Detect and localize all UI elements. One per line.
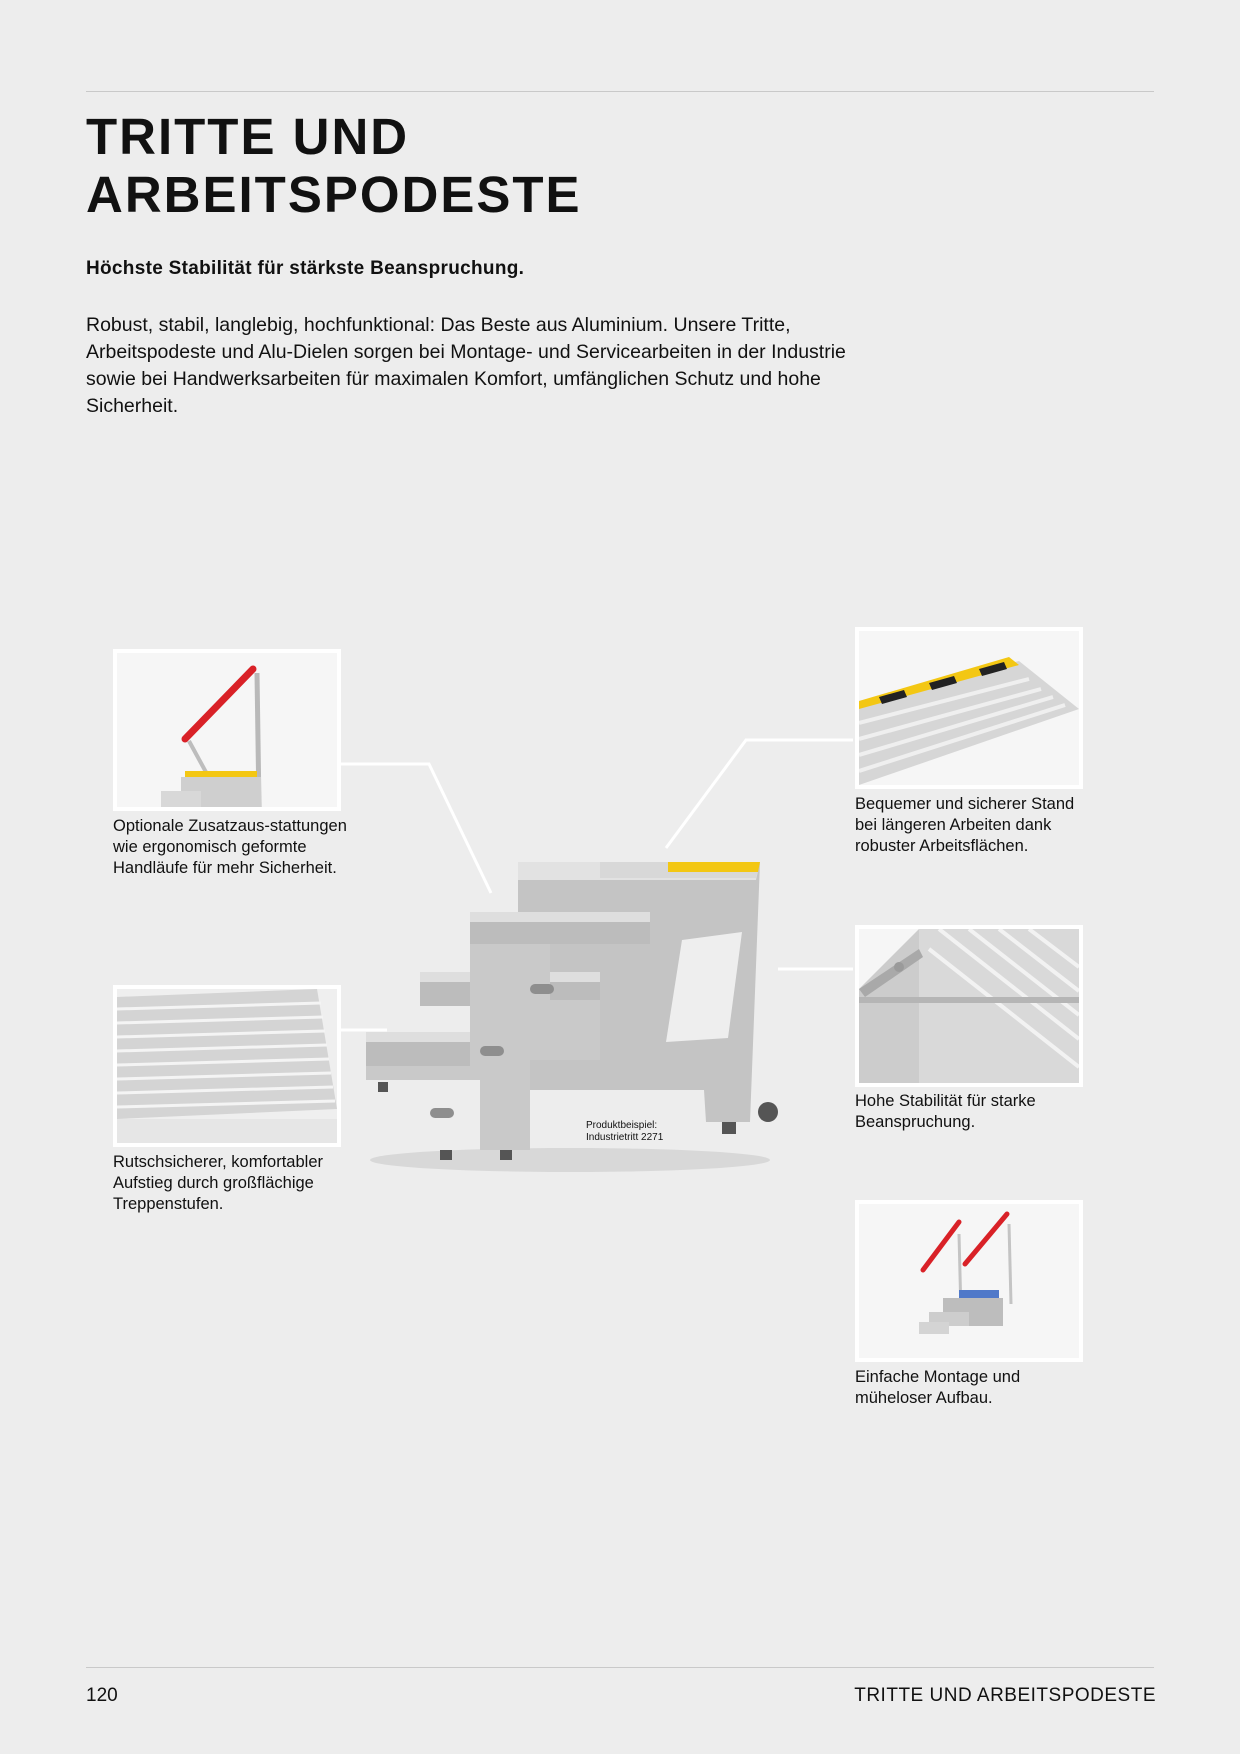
feature-image-assembly: [855, 1200, 1083, 1362]
feature-image-platform: [855, 627, 1083, 789]
product-illustration: [350, 850, 800, 1180]
feature-image-stability: [855, 925, 1083, 1087]
feature-image-steps: [113, 985, 341, 1147]
feature-caption-handrail: Optionale Zusatzaus-stattungen wie ergonomisch geformte Handläufe für mehr Sicherheit.: [113, 817, 347, 877]
page-number: 120: [86, 1685, 118, 1706]
leader-platform: [666, 740, 853, 848]
product-label-line-1: Produktbeispiel:: [586, 1120, 658, 1131]
feature-caption-platform: Bequemer und sicherer Stand bei längeren Arbeiten dank robuster Arbeitsflächen.: [855, 795, 1075, 855]
feature-caption-stability: Hohe Stabilität für starke Beanspruchung.: [855, 1092, 1036, 1131]
title-line-1: TRITTE UND: [86, 108, 410, 165]
page-title: [86, 108, 786, 224]
product-image: [350, 850, 800, 1180]
steps-illustration: [117, 989, 337, 1143]
platform-illustration: [859, 631, 1079, 785]
stability-illustration: [859, 929, 1079, 1083]
bottom-rule: [86, 1667, 1154, 1668]
assembly-illustration: [859, 1204, 1079, 1358]
feature-caption-assembly: Einfache Montage und müheloser Aufbau.: [855, 1368, 1021, 1407]
feature-image-handrail: [113, 649, 341, 811]
footer-section-title: TRITTE UND ARBEITSPODESTE: [854, 1685, 1156, 1706]
title-line-2: ARBEITSPODESTE: [86, 166, 582, 223]
top-rule: [86, 91, 1154, 92]
page-subtitle: Höchste Stabilität für stärkste Beanspruchung.: [86, 258, 525, 279]
product-label: [586, 1120, 663, 1144]
product-label-line-2: Industrietritt 2271: [586, 1132, 664, 1143]
feature-caption-steps: Rutschsicherer, komfortabler Aufstieg durch großflächige Treppenstufen.: [113, 1153, 323, 1213]
handrail-illustration: [117, 653, 337, 807]
intro-paragraph: Robust, stabil, langlebig, hochfunktional: Das Beste aus Aluminium. Unsere Tritte, Arbeitspodeste und Alu-Dielen sorgen bei Montage- und Servicearbeiten in der Industrie sowie bei Handwerksarbeiten für maximalen Komfort, umfänglichen Schutz und hohe Sicherheit.: [86, 314, 846, 417]
